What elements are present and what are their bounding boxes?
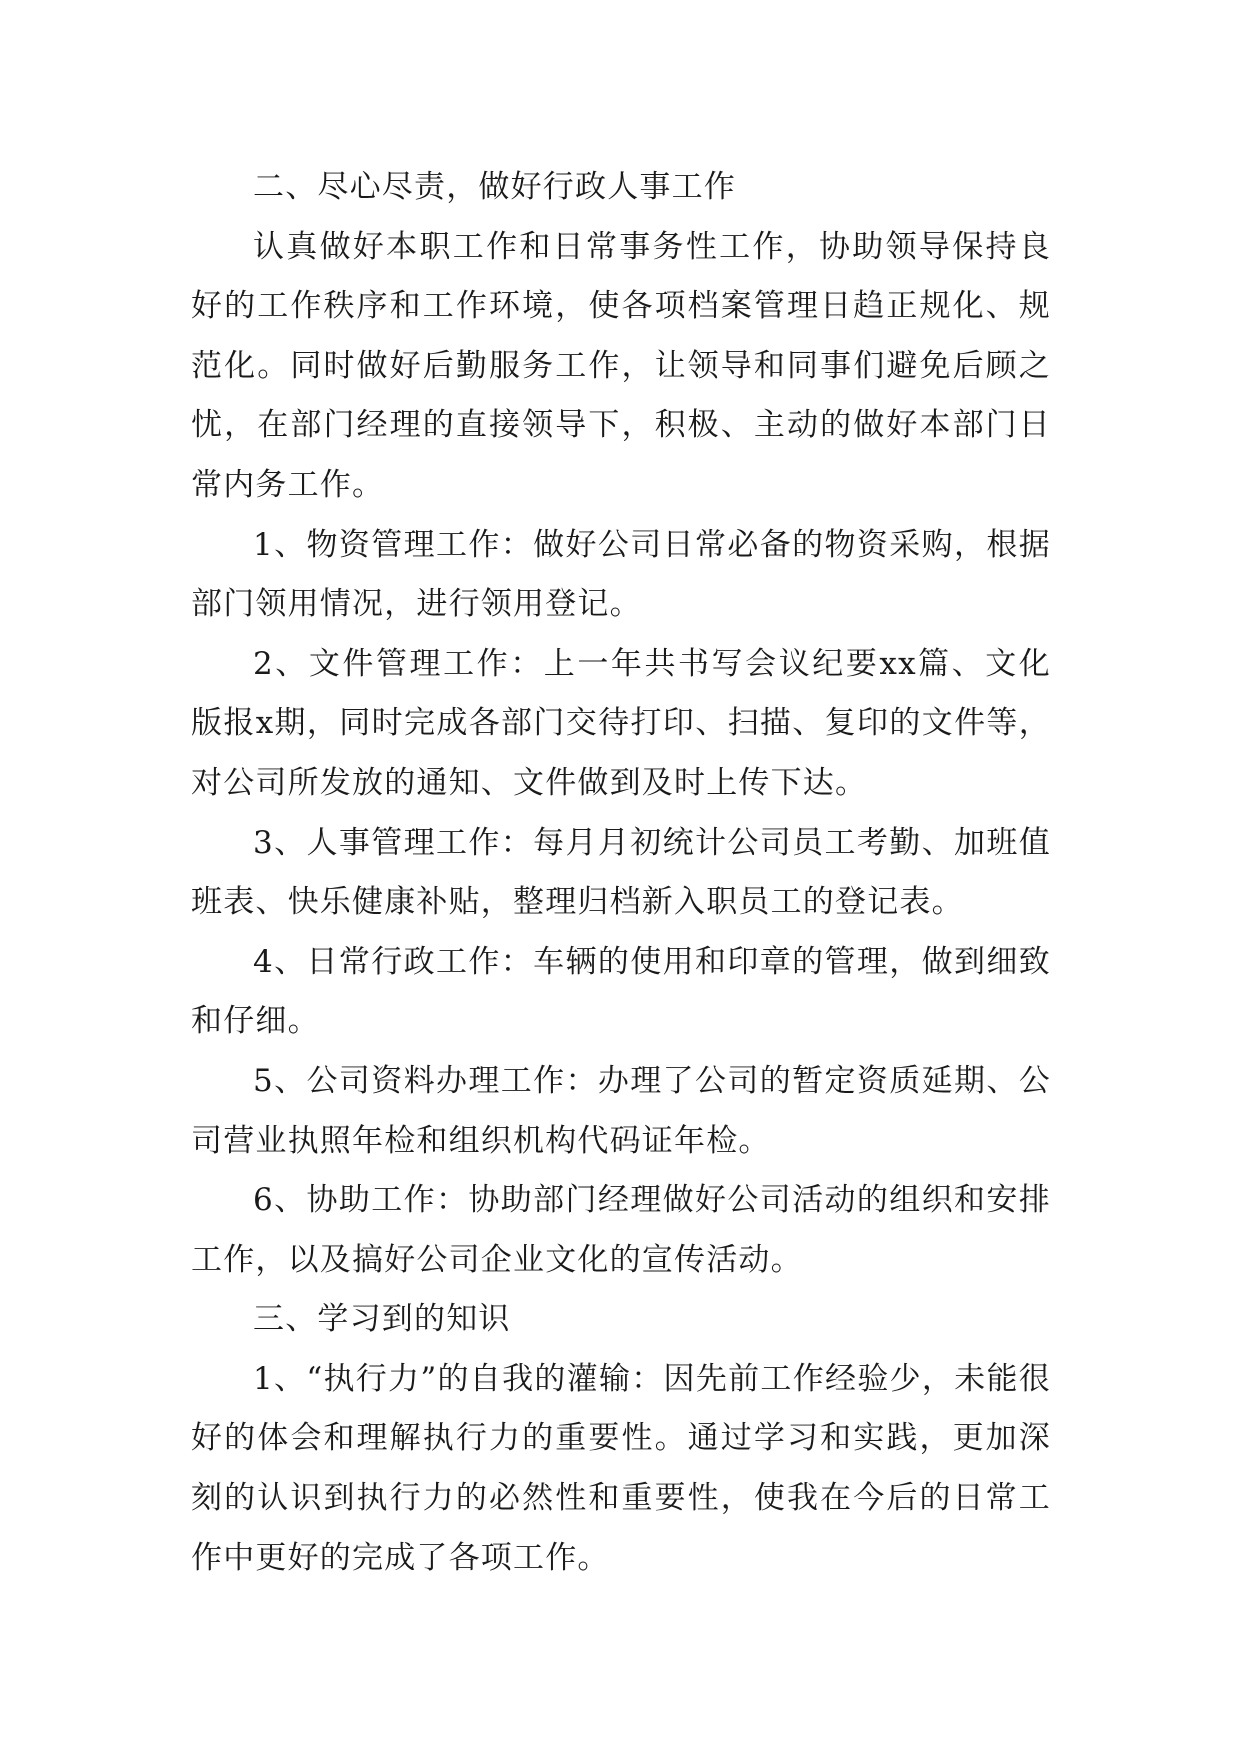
list-item-company-materials: 5、公司资料办理工作：办理了公司的暂定资质延期、公司营业执照年检和组织机构代码证年检。 bbox=[191, 1062, 1051, 1159]
paragraph-intro: 认真做好本职工作和日常事务性工作，协助领导保持良好的工作秩序和工作环境，使各项档案管理日趋正规化、规范化。同时做好后勤服务工作，让领导和同事们避免后顾之忧，在部门经理的直接领导下，积极、主动的做好本部门日常内务工作。 bbox=[191, 228, 1051, 503]
section-heading-administration: 二、尽心尽责，做好行政人事工作 bbox=[253, 169, 736, 205]
list-item-materials: 1、物资管理工作：做好公司日常必备的物资采购，根据部门领用情况，进行领用登记。 bbox=[191, 526, 1051, 623]
list-item-execution: 1、“执行力”的自我的灌输：因先前工作经验少，未能很好的体会和理解执行力的重要性。通过学习和实践，更加深刻的认识到执行力的必然性和重要性，使我在今后的日常工作中更好的完成了各项工作。 bbox=[191, 1360, 1051, 1576]
list-item-daily-admin: 4、日常行政工作：车辆的使用和印章的管理，做到细致和仔细。 bbox=[191, 943, 1051, 1040]
list-item-personnel: 3、人事管理工作：每月月初统计公司员工考勤、加班值班表、快乐健康补贴，整理归档新入职员工的登记表。 bbox=[191, 824, 1051, 921]
list-item-assistance: 6、协助工作：协助部门经理做好公司活动的组织和安排工作，以及搞好公司企业文化的宣传活动。 bbox=[191, 1182, 1051, 1278]
section-heading-knowledge: 三、学习到的知识 bbox=[253, 1301, 511, 1338]
list-item-documents: 2、文件管理工作：上一年共书写会议纪要xx篇、文化版报x期，同时完成各部门交待打印、扫描、复印的文件等，对公司所发放的通知、文件做到及时上传下达。 bbox=[191, 645, 1051, 801]
document-body bbox=[191, 158, 1051, 1588]
